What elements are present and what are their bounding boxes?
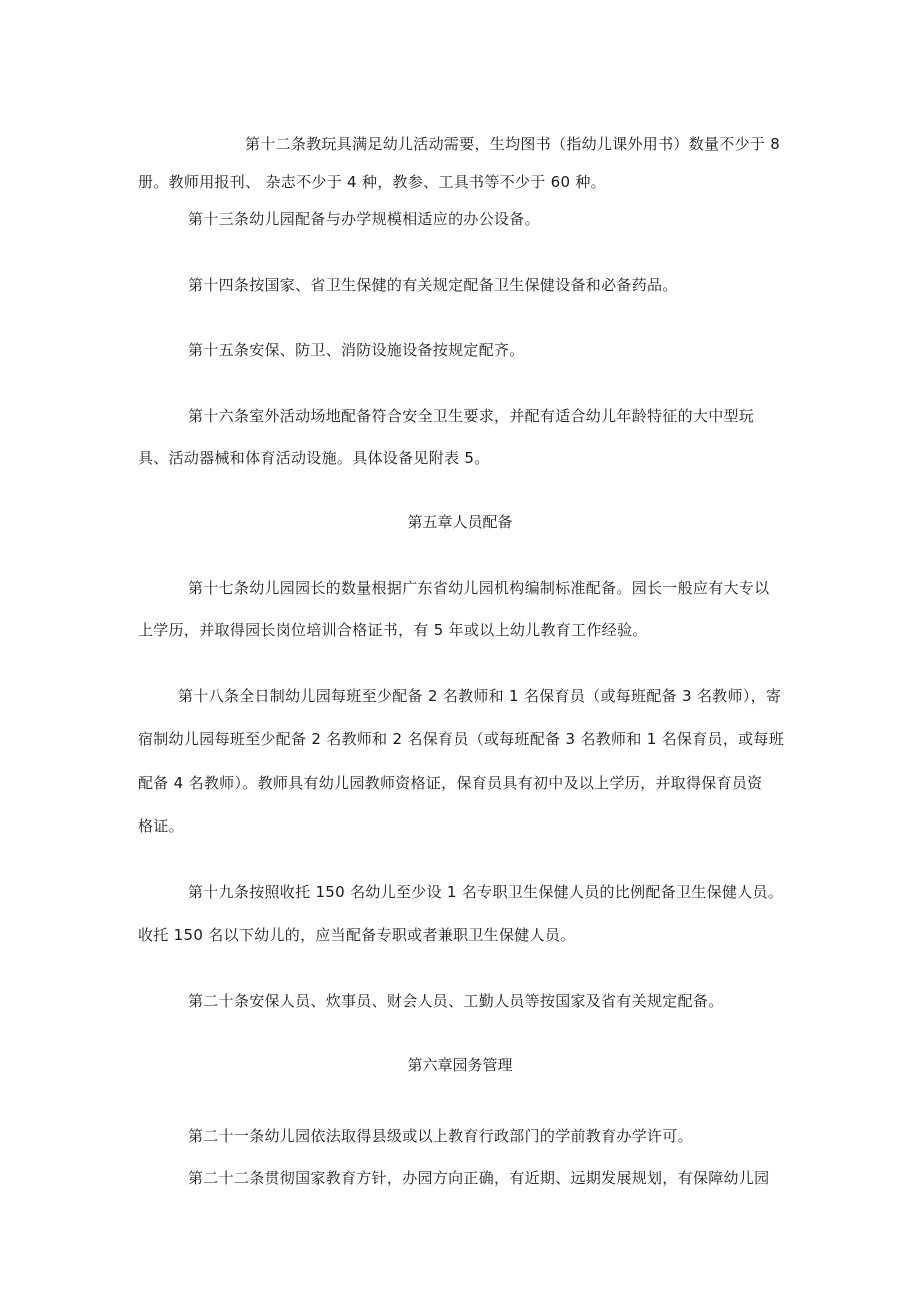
- article-21: 第二十一条幼儿园依法取得县级或以上教育行政部门的学前教育办学许可。: [188, 1127, 693, 1145]
- article-17-line-1: 第十七条幼儿园园长的数量根据广东省幼儿园机构编制标准配备。园长一般应有大专以: [188, 579, 770, 597]
- article-19-line-2: 收托 150 名以下幼儿的，应当配备专职或者兼职卫生保健人员。: [138, 926, 576, 944]
- article-16-line-2: 具、活动器械和体育活动设施。具体设备见附表 5。: [138, 449, 490, 467]
- chapter-5-heading: 第五章人员配备: [407, 513, 513, 531]
- chapter-6-heading: 第六章园务管理: [407, 1056, 513, 1074]
- article-22-line-1: 第二十二条贯彻国家教育方针，办园方向正确，有近期、远期发展规划，有保障幼儿园: [188, 1169, 770, 1187]
- article-18-line-1: 第十八条全日制幼儿园每班至少配备 2 名教师和 1 名保育员（或每班配备 3 名教师），寄: [178, 687, 782, 705]
- article-18-line-2: 宿制幼儿园每班至少配备 2 名教师和 2 名保育员（或每班配备 3 名教师和 1 名保育员，或每班: [138, 730, 785, 748]
- article-18-line-3: 配备 4 名教师）。教师具有幼儿园教师资格证，保育员具有初中及以上学历，并取得保育员资: [138, 774, 763, 792]
- article-17-line-2: 上学历，并取得园长岗位培训合格证书，有 5 年或以上幼儿教育工作经验。: [138, 621, 648, 639]
- article-19-line-1: 第十九条按照收托 150 名幼儿至少设 1 名专职卫生保健人员的比例配备卫生保健人员。: [188, 883, 784, 901]
- article-20: 第二十条安保人员、炊事员、财会人员、工勤人员等按国家及省有关规定配备。: [188, 992, 724, 1010]
- article-13: 第十三条幼儿园配备与办学规模相适应的办公设备。: [188, 210, 540, 228]
- article-12-line-1: 第十二条教玩具满足幼儿活动需要，生均图书（指幼儿课外用书）数量不少于 8: [245, 135, 781, 153]
- article-12-line-2: 册。教师用报刊、 杂志不少于 4 种，教参、工具书等不少于 60 种。: [138, 173, 606, 191]
- article-18-line-4: 格证。: [138, 817, 184, 835]
- article-16-line-1: 第十六条室外活动场地配备符合安全卫生要求，并配有适合幼儿年龄特征的大中型玩: [188, 407, 755, 425]
- article-15: 第十五条安保、防卫、消防设施设备按规定配齐。: [188, 341, 525, 359]
- article-14: 第十四条按国家、省卫生保健的有关规定配备卫生保健设备和必备药品。: [188, 276, 678, 294]
